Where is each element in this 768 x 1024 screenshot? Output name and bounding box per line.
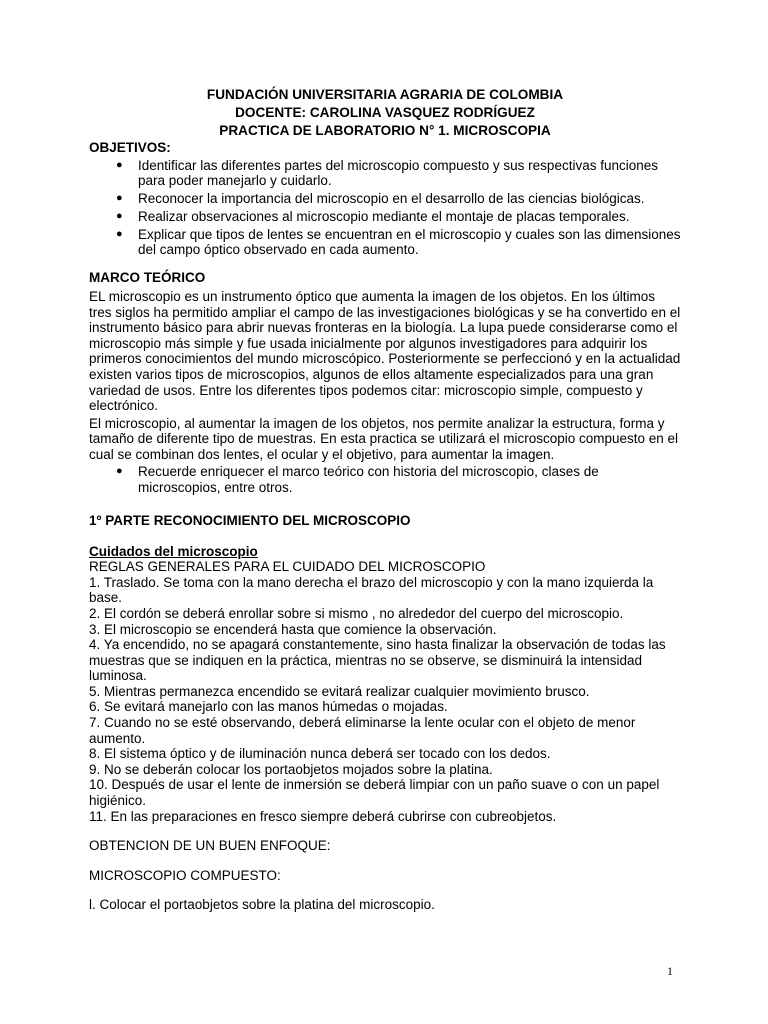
list-item: 9. No se deberán colocar los portaobjetos mojados sobre la platina. <box>89 761 493 777</box>
teacher-line: DOCENTE: CAROLINA VASQUEZ RODRÍGUEZ <box>235 105 535 120</box>
bullet-icon: ● <box>116 227 123 240</box>
bullet-icon: ● <box>116 209 123 222</box>
list-item: 7. Cuando no se esté observando, deberá eliminarse la lente ocular con el objeto de menor aumento. <box>89 715 636 746</box>
list-item: 4. Ya encendido, no se apagará constantemente, sino hasta finalizar la observación de todas las muestras que se indiquen en la práctica, mientras no se observe, se disminuirá la intensidad luminosa. <box>89 637 666 684</box>
list-item: 10. Después de usar el lente de inmersión se deberá limpiar con un paño suave o con un papel higiénico. <box>89 777 660 809</box>
list-item: 5. Mientras permanezca encendido se evitará realizar cualquier movimiento brusco. <box>89 683 590 699</box>
page-number: 1 <box>667 964 673 978</box>
care-heading: Cuidados del microscopio <box>89 543 258 559</box>
objectives-heading: OBJETIVOS: <box>89 140 171 155</box>
bullet-icon: ● <box>116 158 123 171</box>
list-item: ● Identificar las diferentes partes del microscopio compuesto y sus respectivas funciones para poder manejarlo y cuidarlo. <box>116 157 659 189</box>
list-item: ● Recuerde enriquecer el marco teórico con historia del microscopio, clases de microscopios, entre otros. <box>116 464 599 496</box>
rules-list <box>89 575 681 825</box>
step-1: l. Colocar el portaobjetos sobre la platina del microscopio. <box>89 897 435 913</box>
list-item: 11. En las preparaciones en fresco siempre deberá cubrirse con cubreobjetos. <box>89 808 557 824</box>
list-item: 2. El cordón se deberá enrollar sobre si mismo , no alrededor del cuerpo del microscopio. <box>89 605 624 621</box>
list-item: 6. Se evitará manejarlo con las manos húmedas o mojadas. <box>89 699 448 715</box>
focus-heading: OBTENCION DE UN BUEN ENFOQUE: <box>89 838 331 854</box>
marco-bullets <box>89 464 681 495</box>
list-item: ● Reconocer la importancia del microscopio en el desarrollo de las ciencias biológicas. <box>116 191 645 207</box>
objectives-list <box>89 158 681 258</box>
marco-paragraph-2: El microscopio, al aumentar la imagen de los objetos, nos permite analizar la estructura, forma y tamaño de diferente tipo de muestras. En esta practica se utilizará el microscopio compuesto en el cual se combinan dos lentes, el ocular y el objetivo, para aumentar la imagen. <box>89 415 679 462</box>
marco-paragraph-1: EL microscopio es un instrumento óptico que aumenta la imagen de los objetos. En los últimos tres siglos ha permitido ampliar el campo de las investigaciones biológicas y se ha convertido en el instrumento básico para abrir nuevas fronteras en la biología. La lupa puede considerarse como el microscopio más simple y fue usada inicialmente por algunos investigadores para adquirir los primeros conocimientos del mundo microscópico. Posteriormente se perfeccionó y en la actualidad existen varios tipos de microscopios, algunos de ellos altamente especializados para una gran variedad de usos. Entre los diferentes tipos podemos citar: microscopio simple, compuesto y electrónico. <box>89 288 681 414</box>
bullet-icon: ● <box>116 192 123 205</box>
institution-title: FUNDACIÓN UNIVERSITARIA AGRARIA DE COLOMBIA <box>206 87 564 102</box>
list-item: ● Realizar observaciones al microscopio mediante el montaje de placas temporales. <box>116 208 630 224</box>
list-item: ● Explicar que tipos de lentes se encuentran en el microscopio y cuales son las dimensiones del campo óptico observado en cada aumento. <box>116 226 681 258</box>
practice-title: PRACTICA DE LABORATORIO N° 1. MICROSCOPIA <box>219 123 551 138</box>
list-item: 8. El sistema óptico y de iluminación nunca deberá ser tocado con los dedos. <box>89 746 551 762</box>
compound-heading: MICROSCOPIO COMPUESTO: <box>89 867 281 883</box>
list-item: 3. El microscopio se encenderá hasta que comience la observación. <box>89 621 497 637</box>
document-header <box>89 86 681 140</box>
rules-heading: REGLAS GENERALES PARA EL CUIDADO DEL MICROSCOPIO <box>89 559 486 575</box>
marco-heading: MARCO TEÓRICO <box>89 270 206 286</box>
list-item: 1. Traslado. Se toma con la mano derecha el brazo del microscopio y con la mano izquierda la base. <box>89 574 654 606</box>
bullet-icon: ● <box>116 465 123 478</box>
part1-heading: 1º PARTE RECONOCIMIENTO DEL MICROSCOPIO <box>89 512 411 528</box>
document-page <box>89 86 681 913</box>
